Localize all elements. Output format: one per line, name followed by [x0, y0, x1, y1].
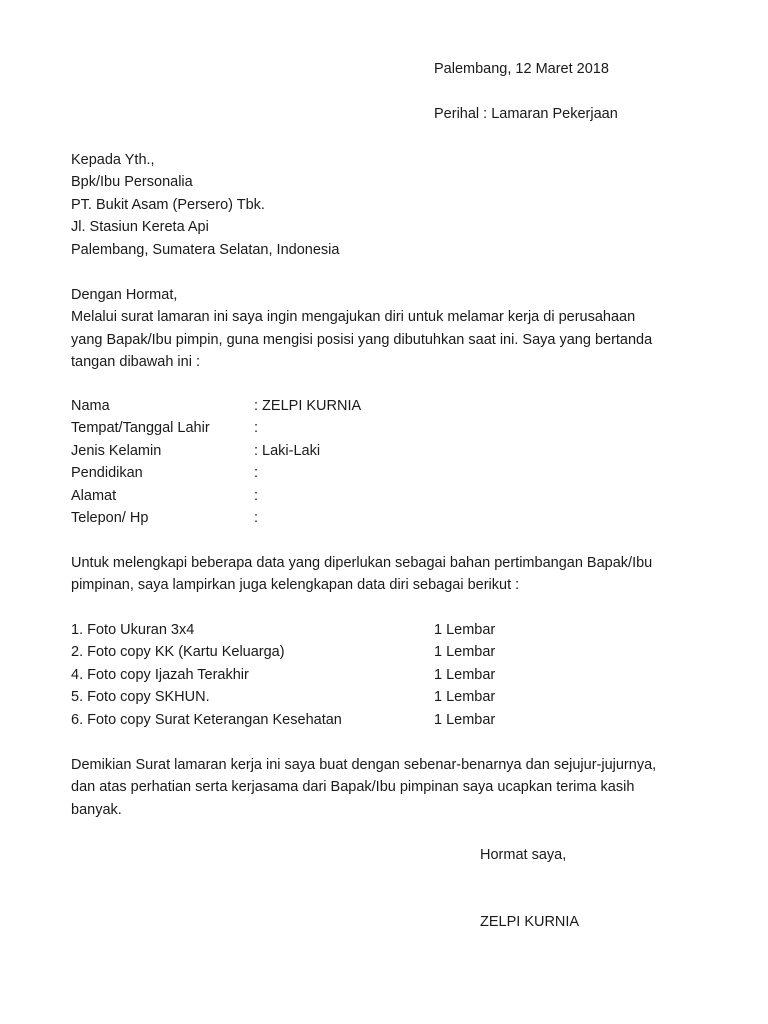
- attachment-item: 5. Foto copy SKHUN.: [71, 689, 210, 706]
- info-label: Nama: [71, 398, 110, 414]
- attachment-row: [71, 709, 671, 731]
- info-value: : ZELPI KURNIA: [254, 398, 362, 414]
- opening-line: Melalui surat lamaran ini saya ingin mengajukan diri untuk melamar kerja di perusahaan: [71, 309, 636, 326]
- attachment-qty: 1 Lembar: [434, 689, 496, 706]
- attachment-qty: 1 Lembar: [434, 666, 496, 683]
- info-label: Jenis Kelamin: [71, 442, 162, 459]
- info-value: :: [254, 509, 259, 526]
- closing-block: [71, 754, 656, 821]
- info-row: [71, 395, 671, 417]
- closing-line: dan atas perhatian serta kerjasama dari Bapak/Ibu pimpinan saya ucapkan terima kasih: [71, 779, 635, 796]
- info-row: [71, 417, 671, 439]
- info-row: [71, 485, 671, 507]
- attachment-intro-line: pimpinan, saya lampirkan juga kelengkapan data diri sebagai berikut :: [71, 577, 520, 594]
- attachment-item: 4. Foto copy Ijazah Terakhir: [71, 666, 249, 683]
- info-value: :: [254, 487, 259, 504]
- signature-name: ZELPI KURNIA: [480, 914, 580, 930]
- info-label: Pendidikan: [71, 465, 143, 482]
- info-row: [71, 462, 671, 484]
- recipient-line: PT. Bukit Asam (Persero) Tbk.: [71, 196, 265, 213]
- info-label: Tempat/Tanggal Lahir: [71, 420, 210, 437]
- attachment-row: [71, 641, 671, 663]
- attachment-qty: 1 Lembar: [434, 622, 496, 638]
- closing-line: banyak.: [71, 801, 122, 818]
- attachment-row: [71, 619, 671, 641]
- attachment-qty: 1 Lembar: [434, 711, 496, 728]
- attachment-row: [71, 664, 671, 686]
- attachment-list: [71, 619, 671, 731]
- recipient-line: Bpk/Ibu Personalia: [71, 174, 193, 191]
- recipient-line: Jl. Stasiun Kereta Api: [71, 219, 209, 236]
- attachment-intro: [71, 552, 652, 597]
- attachment-intro-line: Untuk melengkapi beberapa data yang diperlukan sebagai bahan pertimbangan Bapak/Ibu: [71, 555, 653, 571]
- info-value: : Laki-Laki: [254, 442, 321, 459]
- closing-line: Demikian Surat lamaran kerja ini saya buat dengan sebenar-benarnya dan sejujur-jujurnya,: [71, 757, 657, 773]
- info-label: Telepon/ Hp: [71, 509, 149, 526]
- personal-info-table: [71, 395, 671, 529]
- signature-salutation: Hormat saya,: [480, 847, 567, 863]
- attachment-row: [71, 686, 671, 708]
- info-row: [71, 507, 671, 529]
- place-date: Palembang, 12 Maret 2018: [434, 61, 609, 77]
- opening-line: tangan dibawah ini :: [71, 354, 200, 371]
- opening-line: yang Bapak/Ibu pimpin, guna mengisi posisi yang dibutuhkan saat ini. Saya yang bertanda: [71, 331, 653, 348]
- info-row: [71, 440, 671, 462]
- info-label: Alamat: [71, 487, 117, 504]
- subject-line: Perihal : Lamaran Pekerjaan: [434, 106, 618, 122]
- attachment-item: 1. Foto Ukuran 3x4: [71, 622, 195, 638]
- info-value: :: [254, 465, 259, 482]
- opening-block: [71, 284, 652, 374]
- recipient-block: [71, 149, 339, 261]
- recipient-line: Kepada Yth.,: [71, 152, 155, 168]
- greeting: Dengan Hormat,: [71, 287, 178, 303]
- info-value: :: [254, 420, 259, 437]
- recipient-line: Palembang, Sumatera Selatan, Indonesia: [71, 241, 340, 258]
- attachment-item: 2. Foto copy KK (Kartu Keluarga): [71, 644, 285, 661]
- attachment-item: 6. Foto copy Surat Keterangan Kesehatan: [71, 711, 342, 728]
- attachment-qty: 1 Lembar: [434, 644, 496, 661]
